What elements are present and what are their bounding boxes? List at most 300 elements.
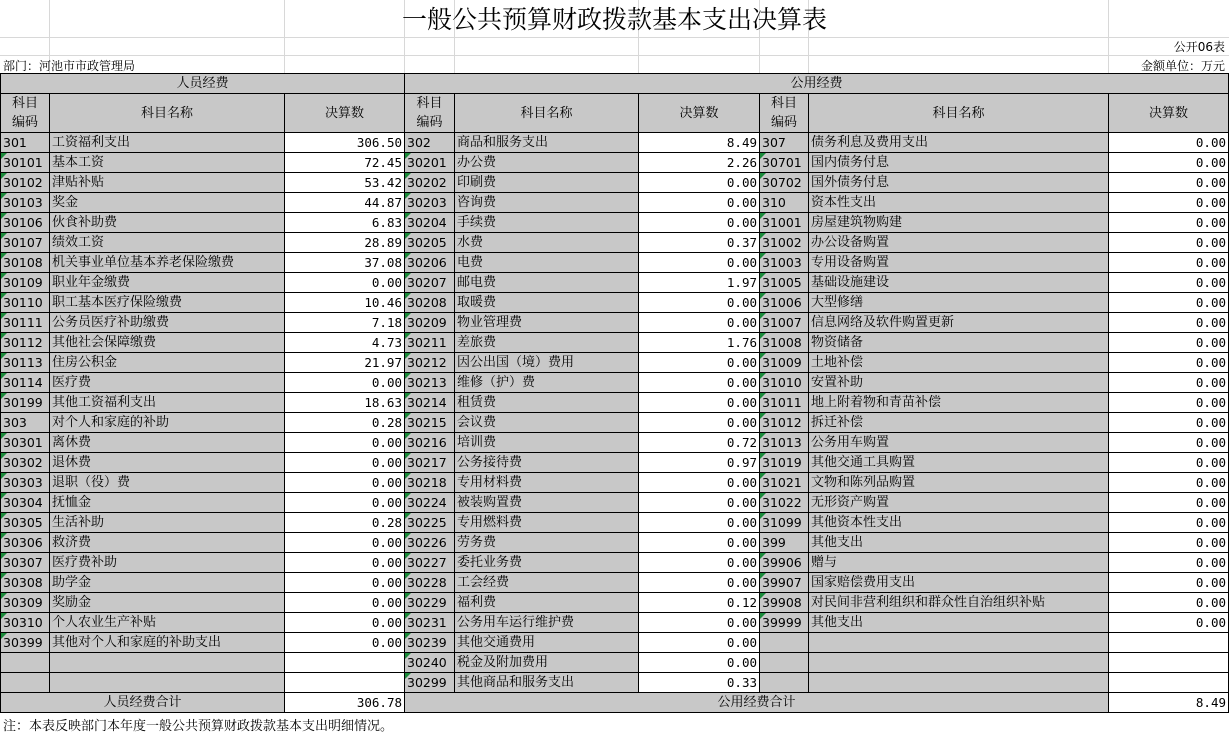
subject-name-cell: 邮电费 [455,273,639,293]
subject-code-cell: 307 [760,133,809,153]
table-row [1,273,1229,293]
subject-name-cell: 对民间非营利组织和群众性自治组织补贴 [809,593,1109,613]
table-row [1,153,1229,173]
subject-name-cell [809,673,1109,693]
subject-code-cell: 30209 [405,313,455,333]
table-row [1,353,1229,373]
subject-code-cell: 31007 [760,313,809,333]
subject-code-cell: 30217 [405,453,455,473]
subject-code-cell: 30228 [405,573,455,593]
amount-cell: 53.42 [285,173,405,193]
subject-name-cell: 其他对个人和家庭的补助支出 [50,633,285,653]
subject-code-cell: 30102 [1,173,50,193]
subject-name-cell: 手续费 [455,213,639,233]
amount-cell: 0.00 [285,273,405,293]
subject-name-cell: 奖励金 [50,593,285,613]
subject-code-cell: 30112 [1,333,50,353]
subject-name-cell: 税金及附加费用 [455,653,639,673]
amount-cell: 0.00 [1109,213,1229,233]
subject-code-cell: 30101 [1,153,50,173]
amount-cell: 306.50 [285,133,405,153]
table-row [1,613,1229,633]
subject-code-cell: 30114 [1,373,50,393]
amount-cell [1109,673,1229,693]
amount-cell: 0.00 [639,253,760,273]
subject-code-cell: 30103 [1,193,50,213]
subject-name-cell: 生活补助 [50,513,285,533]
subject-code-cell: 30309 [1,593,50,613]
subject-code-cell [1,673,50,693]
subject-code-cell: 31003 [760,253,809,273]
name-header: 科目名称 [455,94,639,133]
subject-code-cell: 30201 [405,153,455,173]
subject-name-cell: 安置补助 [809,373,1109,393]
subject-code-cell: 30203 [405,193,455,213]
amount-cell: 0.00 [285,573,405,593]
name-header: 科目名称 [50,94,285,133]
amount-cell [1109,633,1229,653]
public-header: 公用经费 [405,74,1229,94]
subject-code-cell: 30215 [405,413,455,433]
code-header: 科目 编码 [405,94,455,133]
amount-cell: 0.00 [285,433,405,453]
amount-cell: 0.00 [1109,373,1229,393]
amount-cell: 0.00 [285,473,405,493]
subject-code-cell [760,653,809,673]
subject-code-cell: 30107 [1,233,50,253]
subject-code-cell: 302 [405,133,455,153]
amount-cell: 0.00 [639,393,760,413]
table-row [1,513,1229,533]
amount-cell: 0.00 [639,633,760,653]
subject-code-cell: 39999 [760,613,809,633]
subject-code-cell: 31006 [760,293,809,313]
amount-cell: 0.00 [639,513,760,533]
subject-code-cell: 30204 [405,213,455,233]
amount-cell: 0.00 [639,193,760,213]
subject-code-cell [760,633,809,653]
amount-cell: 37.08 [285,253,405,273]
subject-name-cell: 办公设备购置 [809,233,1109,253]
table-row [1,433,1229,453]
table-row [1,333,1229,353]
table-row [1,133,1229,153]
amount-cell: 0.00 [1109,433,1229,453]
amount-cell: 0.12 [639,593,760,613]
table-row [1,453,1229,473]
subject-code-cell: 30227 [405,553,455,573]
subject-name-cell: 维修（护）费 [455,373,639,393]
subject-code-cell: 30106 [1,213,50,233]
subject-name-cell: 土地补偿 [809,353,1109,373]
amount-header: 决算数 [1109,94,1229,133]
subject-code-cell: 31011 [760,393,809,413]
subject-name-cell: 其他交通工具购置 [809,453,1109,473]
subject-name-cell: 其他资本性支出 [809,513,1109,533]
subject-name-cell: 咨询费 [455,193,639,213]
subject-code-cell: 31010 [760,373,809,393]
subject-name-cell: 医疗费补助 [50,553,285,573]
subject-name-cell: 抚恤金 [50,493,285,513]
subject-code-cell: 30303 [1,473,50,493]
amount-cell: 0.00 [1109,533,1229,553]
subject-name-cell: 其他商品和服务支出 [455,673,639,693]
amount-cell: 8.49 [639,133,760,153]
amount-cell: 0.97 [639,453,760,473]
amount-cell: 0.00 [285,613,405,633]
subject-name-cell: 房屋建筑物购建 [809,213,1109,233]
subject-code-cell: 39906 [760,553,809,573]
subject-name-cell: 退职（役）费 [50,473,285,493]
amount-header: 决算数 [639,94,760,133]
subject-name-cell: 印刷费 [455,173,639,193]
subject-name-cell: 公务接待费 [455,453,639,473]
amount-cell: 28.89 [285,233,405,253]
table-row [1,213,1229,233]
subject-code-cell: 31008 [760,333,809,353]
subject-code-cell: 31009 [760,353,809,373]
subject-name-cell: 医疗费 [50,373,285,393]
subject-code-cell: 31019 [760,453,809,473]
amount-cell: 44.87 [285,193,405,213]
subject-code-cell: 30302 [1,453,50,473]
subject-code-cell: 310 [760,193,809,213]
subject-code-cell [760,673,809,693]
subject-name-cell: 职业年金缴费 [50,273,285,293]
amount-cell: 0.00 [1109,553,1229,573]
subject-code-cell: 31012 [760,413,809,433]
subject-name-cell: 水费 [455,233,639,253]
amount-cell: 0.00 [639,553,760,573]
table-row [1,373,1229,393]
subject-code-cell: 30701 [760,153,809,173]
subject-name-cell: 专用燃料费 [455,513,639,533]
amount-cell: 0.00 [285,593,405,613]
subject-name-cell: 因公出国（境）费用 [455,353,639,373]
subject-name-cell: 电费 [455,253,639,273]
page-title: 一般公共预算财政拨款基本支出决算表 [401,5,827,34]
subject-name-cell: 培训费 [455,433,639,453]
amount-cell: 0.00 [285,373,405,393]
subject-code-cell: 303 [1,413,50,433]
amount-cell: 0.00 [1109,153,1229,173]
subject-name-cell: 资本性支出 [809,193,1109,213]
subject-name-cell: 机关事业单位基本养老保险缴费 [50,253,285,273]
table-row [1,313,1229,333]
subject-code-cell: 30110 [1,293,50,313]
subject-name-cell: 其他社会保障缴费 [50,333,285,353]
amount-cell: 0.00 [285,553,405,573]
table-row [1,553,1229,573]
table-row [1,393,1229,413]
code-header: 科目 编码 [760,94,809,133]
amount-cell: 0.00 [1109,513,1229,533]
subject-name-cell: 拆迁补偿 [809,413,1109,433]
subject-code-cell: 399 [760,533,809,553]
subject-name-cell: 委托业务费 [455,553,639,573]
department-label: 部门：河池市市政管理局 [3,59,136,73]
footnote: 注：本表反映部门本年度一般公共预算财政拨款基本支出明细情况。 [3,719,394,734]
public-total-value: 8.49 [1109,693,1229,713]
table-row [1,633,1229,653]
amount-cell: 0.00 [1109,413,1229,433]
subject-name-cell: 地上附着物和青苗补偿 [809,393,1109,413]
amount-cell: 0.72 [639,433,760,453]
subject-code-cell: 30216 [405,433,455,453]
subject-name-cell: 其他工资福利支出 [50,393,285,413]
amount-cell: 0.00 [1109,313,1229,333]
amount-cell: 0.33 [639,673,760,693]
amount-cell: 0.00 [1109,273,1229,293]
subject-name-cell: 赠与 [809,553,1109,573]
amount-cell: 18.63 [285,393,405,413]
personnel-total-value: 306.78 [285,693,405,713]
amount-cell: 1.97 [639,273,760,293]
amount-cell: 0.00 [1109,333,1229,353]
subject-code-cell: 30113 [1,353,50,373]
table-row [1,573,1229,593]
amount-cell: 0.00 [1109,193,1229,213]
subject-name-cell: 基础设施建设 [809,273,1109,293]
amount-cell: 2.26 [639,153,760,173]
subject-name-cell: 差旅费 [455,333,639,353]
amount-cell: 0.00 [1109,133,1229,153]
personnel-total-label: 人员经费合计 [1,693,285,713]
subject-name-cell: 奖金 [50,193,285,213]
subject-code-cell: 30109 [1,273,50,293]
amount-cell: 0.00 [285,453,405,473]
subject-name-cell: 债务利息及费用支出 [809,133,1109,153]
table-row [1,533,1229,553]
amount-cell: 0.00 [1109,393,1229,413]
amount-cell: 0.00 [639,213,760,233]
subject-code-cell: 301 [1,133,50,153]
amount-cell: 0.00 [1109,253,1229,273]
subject-code-cell: 30239 [405,633,455,653]
subject-code-cell: 30213 [405,373,455,393]
subject-name-cell [809,633,1109,653]
amount-cell: 0.00 [639,173,760,193]
table-row [1,673,1229,693]
amount-cell: 0.00 [639,373,760,393]
subject-code-cell: 30207 [405,273,455,293]
subject-name-cell: 专用设备购置 [809,253,1109,273]
table-row [1,293,1229,313]
subject-code-cell: 30310 [1,613,50,633]
subject-code-cell: 31002 [760,233,809,253]
amount-cell: 0.00 [639,353,760,373]
amount-cell: 0.00 [1109,353,1229,373]
table-row [1,493,1229,513]
subject-name-cell: 被装购置费 [455,493,639,513]
amount-cell: 0.00 [639,313,760,333]
subject-name-cell: 公务员医疗补助缴费 [50,313,285,333]
subject-code-cell: 30226 [405,533,455,553]
subject-name-cell: 文物和陈列品购置 [809,473,1109,493]
subject-code-cell: 30108 [1,253,50,273]
subject-code-cell: 30240 [405,653,455,673]
subject-name-cell: 其他支出 [809,533,1109,553]
subject-name-cell: 劳务费 [455,533,639,553]
subject-name-cell: 信息网络及软件购置更新 [809,313,1109,333]
subject-name-cell: 大型修缮 [809,293,1109,313]
subject-name-cell: 办公费 [455,153,639,173]
subject-name-cell: 其他支出 [809,613,1109,633]
amount-cell: 4.73 [285,333,405,353]
amount-cell: 7.18 [285,313,405,333]
amount-cell: 21.97 [285,353,405,373]
table-row [1,193,1229,213]
public-total-label: 公用经费合计 [405,693,1109,713]
subject-name-cell: 工资福利支出 [50,133,285,153]
subject-name-cell: 津贴补贴 [50,173,285,193]
subject-name-cell: 住房公积金 [50,353,285,373]
subject-code-cell: 30308 [1,573,50,593]
subject-code-cell: 31001 [760,213,809,233]
subject-name-cell: 福利费 [455,593,639,613]
subject-name-cell [50,673,285,693]
subject-name-cell: 对个人和家庭的补助 [50,413,285,433]
amount-cell: 1.76 [639,333,760,353]
subject-name-cell: 离休费 [50,433,285,453]
amount-header: 决算数 [285,94,405,133]
subject-code-cell: 30231 [405,613,455,633]
subject-name-cell [50,653,285,673]
subject-name-cell: 其他交通费用 [455,633,639,653]
subject-code-cell: 30206 [405,253,455,273]
amount-cell: 0.28 [285,513,405,533]
subject-name-cell: 公务用车购置 [809,433,1109,453]
table-row [1,233,1229,253]
subject-code-cell: 30205 [405,233,455,253]
name-header: 科目名称 [809,94,1109,133]
subject-code-cell: 30211 [405,333,455,353]
amount-cell: 0.00 [1109,473,1229,493]
amount-cell [285,653,405,673]
amount-cell: 0.00 [1109,293,1229,313]
subject-name-cell: 物业管理费 [455,313,639,333]
amount-cell: 0.00 [1109,593,1229,613]
unit-label: 金额单位：万元 [1140,59,1225,73]
subject-name-cell: 救济费 [50,533,285,553]
subject-code-cell: 30306 [1,533,50,553]
subject-name-cell: 工会经费 [455,573,639,593]
amount-cell: 0.00 [1109,453,1229,473]
amount-cell: 0.00 [639,653,760,673]
amount-cell: 0.00 [639,533,760,553]
amount-cell: 6.83 [285,213,405,233]
table-row [1,173,1229,193]
subject-code-cell: 31022 [760,493,809,513]
subject-name-cell: 国外债务付息 [809,173,1109,193]
amount-cell: 0.00 [639,493,760,513]
subject-name-cell: 国内债务付息 [809,153,1109,173]
subject-name-cell: 绩效工资 [50,233,285,253]
subject-name-cell: 租赁费 [455,393,639,413]
amount-cell: 0.28 [285,413,405,433]
amount-cell: 0.00 [639,573,760,593]
subject-code-cell: 30212 [405,353,455,373]
subject-code-cell: 30224 [405,493,455,513]
subject-code-cell: 30702 [760,173,809,193]
table-number: 公开06表 [1173,40,1225,54]
subject-code-cell: 30199 [1,393,50,413]
subject-code-cell: 39907 [760,573,809,593]
subject-code-cell: 30299 [405,673,455,693]
subject-name-cell: 伙食补助费 [50,213,285,233]
amount-cell: 0.00 [1109,613,1229,633]
subject-name-cell: 职工基本医疗保险缴费 [50,293,285,313]
subject-code-cell: 30208 [405,293,455,313]
subject-code-cell: 31013 [760,433,809,453]
subject-code-cell: 30307 [1,553,50,573]
expenditure-table [0,73,1229,713]
amount-cell: 0.00 [639,293,760,313]
subject-code-cell: 30214 [405,393,455,413]
subject-code-cell: 31005 [760,273,809,293]
table-row [1,413,1229,433]
amount-cell: 0.00 [285,493,405,513]
amount-cell [285,673,405,693]
subject-name-cell: 基本工资 [50,153,285,173]
subject-name-cell: 国家赔偿费用支出 [809,573,1109,593]
amount-cell: 72.45 [285,153,405,173]
subject-code-cell: 30111 [1,313,50,333]
subject-name-cell: 取暖费 [455,293,639,313]
subject-name-cell: 退休费 [50,453,285,473]
subject-name-cell: 无形资产购置 [809,493,1109,513]
subject-name-cell: 助学金 [50,573,285,593]
table-row [1,653,1229,673]
amount-cell: 0.00 [639,473,760,493]
subject-code-cell: 30229 [405,593,455,613]
amount-cell: 0.00 [639,413,760,433]
amount-cell: 0.00 [1109,573,1229,593]
amount-cell: 0.00 [639,613,760,633]
subject-code-cell: 31021 [760,473,809,493]
subject-code-cell: 30218 [405,473,455,493]
subject-name-cell: 公务用车运行维护费 [455,613,639,633]
subject-name-cell: 物资储备 [809,333,1109,353]
subject-code-cell: 30301 [1,433,50,453]
amount-cell: 0.00 [1109,173,1229,193]
subject-name-cell [809,653,1109,673]
subject-name-cell: 商品和服务支出 [455,133,639,153]
table-row [1,253,1229,273]
subject-name-cell: 专用材料费 [455,473,639,493]
table-row [1,473,1229,493]
amount-cell: 0.00 [1109,233,1229,253]
amount-cell: 0.00 [1109,493,1229,513]
subject-code-cell: 39908 [760,593,809,613]
amount-cell: 0.37 [639,233,760,253]
subject-code-cell: 30399 [1,633,50,653]
subject-code-cell: 31099 [760,513,809,533]
personnel-header: 人员经费 [1,74,405,94]
subject-code-cell: 30225 [405,513,455,533]
subject-name-cell: 会议费 [455,413,639,433]
subject-name-cell: 个人农业生产补贴 [50,613,285,633]
subject-code-cell: 30305 [1,513,50,533]
amount-cell: 10.46 [285,293,405,313]
table-row [1,593,1229,613]
subject-code-cell: 30304 [1,493,50,513]
subject-code-cell: 30202 [405,173,455,193]
code-header: 科目 编码 [1,94,50,133]
subject-code-cell [1,653,50,673]
amount-cell: 0.00 [285,633,405,653]
amount-cell [1109,653,1229,673]
